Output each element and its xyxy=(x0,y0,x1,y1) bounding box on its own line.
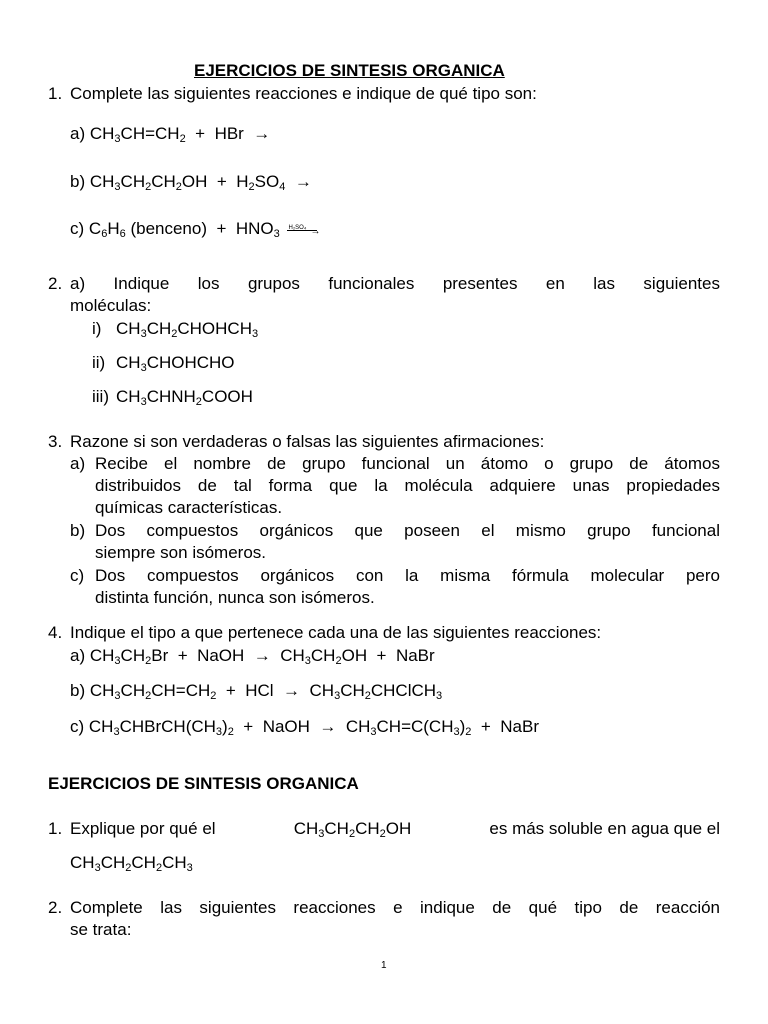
item-label: c) xyxy=(70,219,85,238)
statement-c-line1: Dos compuestos orgánicos con la misma fórmula molecular pero xyxy=(95,566,720,585)
reaction-arrow: → xyxy=(319,717,337,736)
reaction-arrow: → xyxy=(253,646,271,665)
reaction-arrow: → xyxy=(283,681,301,700)
statement-a-line3: químicas características. xyxy=(95,498,283,517)
product: NaBr xyxy=(500,717,539,736)
molecule-ii: $CH_3CHOHCHO$ xyxy=(116,353,235,374)
statement-a-label: a) xyxy=(70,454,86,473)
s2-question-2-line1: Complete las siguientes reacciones e indique de qué tipo de reacción xyxy=(70,898,720,917)
molecule-i: $CH_3CH_2CHOHCH_3$ xyxy=(116,319,259,340)
plus-sign: + xyxy=(243,717,254,736)
item-label: a) xyxy=(70,646,86,665)
reaction-1c xyxy=(70,218,321,240)
plus-sign: + xyxy=(225,681,236,700)
formula: $HNO_3$ xyxy=(235,219,280,240)
molecule-ii-label: ii) xyxy=(92,353,106,372)
item-label: b) xyxy=(70,681,86,700)
question-2-line2: moléculas: xyxy=(70,296,152,315)
section-2-title: EJERCICIOS DE SINTESIS ORGANICA xyxy=(48,774,359,793)
reagent: HCl xyxy=(245,681,274,700)
question-2-line1: a) Indique los grupos funcionales presentes en las siguientes xyxy=(70,274,720,293)
question-3-text: Razone si son verdaderas o falsas las siguientes afirmaciones: xyxy=(70,432,545,451)
question-1-text: Complete las siguientes reacciones e indique de qué tipo son: xyxy=(70,84,537,103)
statement-b-line1: Dos compuestos orgánicos que poseen el mismo grupo funcional xyxy=(95,521,720,540)
page-number: 1 xyxy=(381,960,387,971)
reaction-4b xyxy=(70,680,442,702)
formula: $H_2SO_4$ xyxy=(236,172,286,193)
product: NaBr xyxy=(395,646,435,665)
statement-c-line2: distinta función, nunca son isómeros. xyxy=(95,588,375,607)
question-2-number: 2. xyxy=(48,274,63,293)
formula: $CH_3CH_2CH=CH_2$ xyxy=(89,681,217,702)
item-label: a) xyxy=(70,124,86,143)
catalyst-label: H₂SO₄ xyxy=(288,224,307,231)
item-label: b) xyxy=(70,172,86,191)
plus-sign: + xyxy=(480,717,491,736)
reagent: HBr xyxy=(214,124,244,143)
compound-note: (benceno) xyxy=(130,219,208,238)
plus-sign: + xyxy=(376,646,387,665)
reaction-4a xyxy=(70,645,435,667)
catalyst-arrow xyxy=(285,223,321,237)
plus-sign: + xyxy=(216,172,227,191)
formula: $CH_3CH_2OH$ xyxy=(280,646,368,667)
reaction-arrow: → xyxy=(253,124,271,143)
statement-a-line1: Recibe el nombre de grupo funcional un átomo o grupo de átomos xyxy=(95,454,720,473)
formula: $CH_3CH=C(CH_3)_2$ xyxy=(345,717,472,738)
item-label: c) xyxy=(70,717,85,736)
s2-question-2-number: 2. xyxy=(48,898,63,917)
statement-b-line2: siempre son isómeros. xyxy=(95,543,267,562)
s2-question-2-line2: se trata: xyxy=(70,920,132,939)
arrow-head-icon: → xyxy=(310,225,321,237)
molecule-i-label: i) xyxy=(92,319,102,338)
question-3-number: 3. xyxy=(48,432,63,451)
page-title: EJERCICIOS DE SINTESIS ORGANICA xyxy=(194,61,505,80)
plus-sign: + xyxy=(177,646,188,665)
statement-a-line2: distribuidos de tal forma que la molécula adquiere unas propiedades xyxy=(95,476,720,495)
question-4-text: Indique el tipo a que pertenece cada una de las siguientes reacciones: xyxy=(70,623,602,642)
formula: $CH_3CH_2CH_2OH$ xyxy=(89,172,208,193)
formula: $CH_3CH_2Br$ xyxy=(89,646,169,667)
molecule-iii-label: iii) xyxy=(92,387,109,406)
reaction-1a xyxy=(70,123,270,145)
s2-q1-pre: Explique por qué el xyxy=(70,819,216,838)
statement-b-label: b) xyxy=(70,521,86,540)
plus-sign: + xyxy=(195,124,206,143)
formula: $CH_3CHBrCH(CH_3)_2$ xyxy=(88,717,234,738)
reaction-4c xyxy=(70,716,539,738)
formula: $CH_3CH_2CH_2OH$ xyxy=(293,819,412,840)
question-1-number: 1. xyxy=(48,84,63,103)
s2-question-1-number: 1. xyxy=(48,819,63,838)
plus-sign: + xyxy=(216,219,227,238)
s2-question-1-line2: $CH_3CH_2CH_2CH_3$ xyxy=(70,853,193,874)
s2-q1-post: es más soluble en agua que el xyxy=(489,819,720,838)
question-4-number: 4. xyxy=(48,623,63,642)
s2-question-1-line1 xyxy=(70,818,720,840)
reaction-arrow: → xyxy=(294,172,312,191)
formula: $CH_3CH_2CHClCH_3$ xyxy=(309,681,443,702)
formula: $C_6H_6$ xyxy=(88,219,126,240)
reagent: NaOH xyxy=(262,717,310,736)
reagent: NaOH xyxy=(197,646,245,665)
statement-c-label: c) xyxy=(70,566,85,585)
formula: $CH_3CH=CH_2$ xyxy=(89,124,186,145)
reaction-1b xyxy=(70,171,312,193)
molecule-iii: $CH_3CHNH_2COOH$ xyxy=(116,387,253,408)
